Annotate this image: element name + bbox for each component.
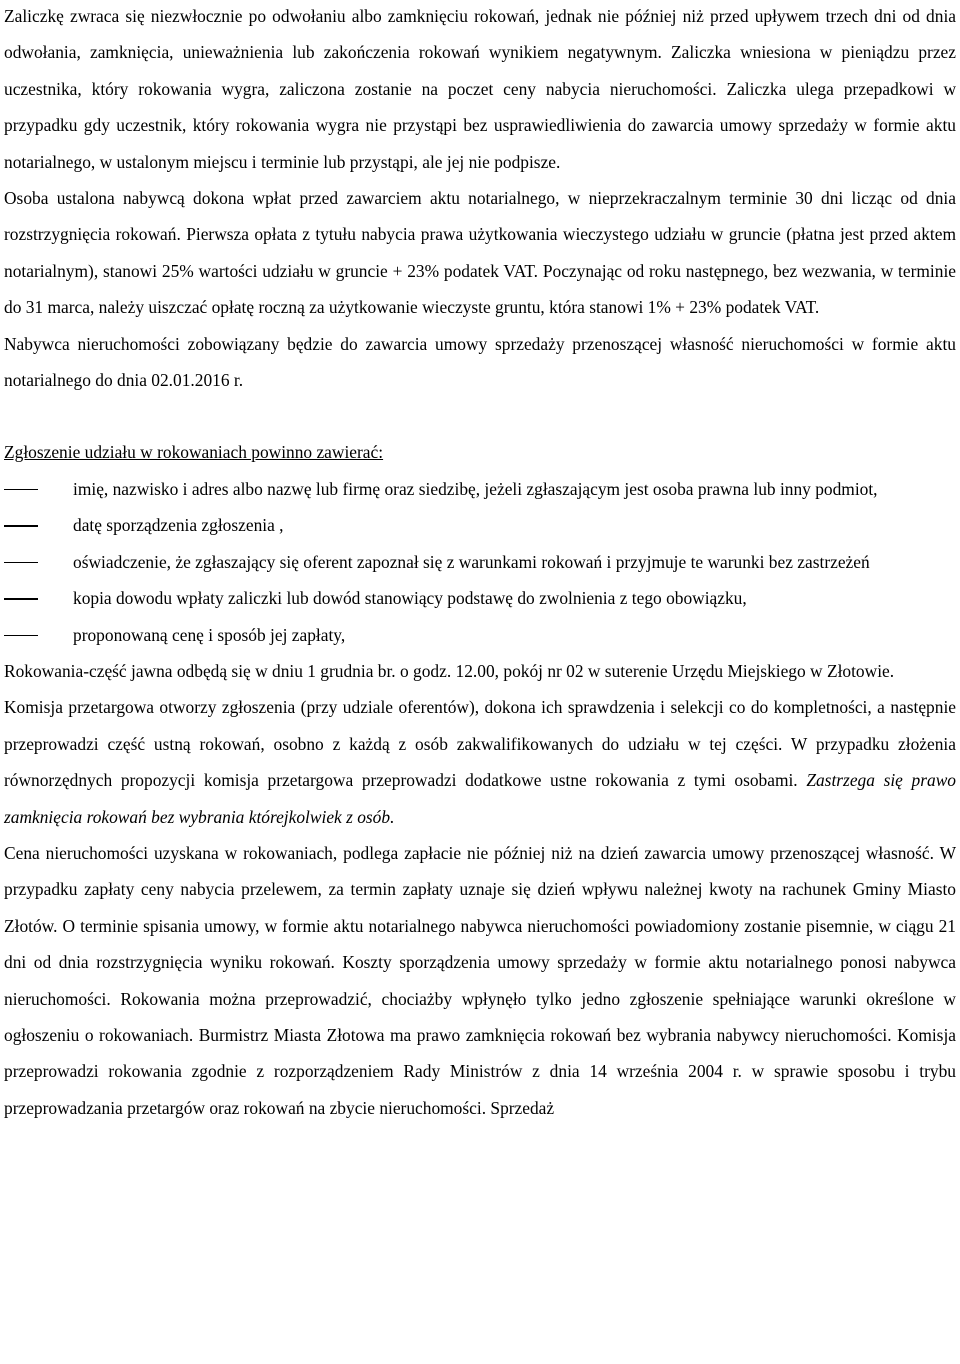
dash-bullet-icon xyxy=(4,525,38,527)
dash-bullet-icon xyxy=(4,562,38,564)
paragraph-cena: Cena nieruchomości uzyskana w rokowaniach, podlega zapłacie nie później niż na dzień zawarcia umowy przenoszącej własność. W przypadku zapłaty ceny nabycia przelewem, za termin zapłaty uznaje się dzień wpływu należnej kwoty na rachunek Gminy Miasto Złotów. O terminie spisania umowy, w formie aktu notarialnego nabywca nieruchomości powiadomiony zostanie pisemnie, w ciągu 21 dni od dnia rozstrzygnięcia wyniku rokowań. Koszty sporządzenia umowy sprzedaży w formie aktu notarialnego ponosi nabywca nieruchomości. Rokowania można przeprowadzić, chociażby wpłynęło tylko jedno zgłoszenie spełniające warunki określone w ogłoszeniu o rokowaniach. Burmistrz Miasta Złotowa ma prawo zamknięcia rokowań bez wybrania nabywcy nieruchomości. Komisja przeprowadzi rokowania zgodnie z rozporządzeniem Rady Ministrów z dnia 14 września 2004 r. w sprawie sposobu i trybu przeprowadzania przetargów oraz rokowań na zbycie nieruchomości. Sprzedaż xyxy=(4,842,956,1118)
list-item xyxy=(4,544,956,580)
list-item-text: kopia dowodu wpłaty zaliczki lub dowód stanowiący podstawę do zwolnienia z tego obowiązku, xyxy=(73,588,747,609)
paragraph-zaliczka: Zaliczkę zwraca się niezwłocznie po odwołaniu albo zamknięciu rokowań, jednak nie później niż przed upływem trzech dni od dnia odwołania, zamknięcia, unieważnienia lub zakończenia rokowań wynikiem negatywnym. Zaliczka wniesiona w pieniądzu przez uczestnika, który rokowania wygra, zaliczona zostanie na poczet ceny nabycia nieruchomości. Zaliczka ulega przepadkowi w przypadku gdy uczestnik, który rokowania wygra nie przystąpi bez usprawiedliwienia do zawarcia umowy sprzedaży w formie aktu notarialnego, w ustalonym miejscu i terminie lub przystąpi, ale jej nie podpisze. xyxy=(4,6,956,172)
paragraph-oplaty: Osoba ustalona nabywcą dokona wpłat przed zawarciem aktu notarialnego, w nieprzekraczalnym terminie 30 dni licząc od dnia rozstrzygnięcia rokowań. Pierwsza opłata z tytułu nabycia prawa użytkowania wieczystego udziału w gruncie (płatna jest przed aktem notarialnym), stanowi 25% wartości udziału w gruncie + 23% podatek VAT. Poczynając od roku następnego, bez wezwania, w terminie do 31 marca, należy uiszczać opłatę roczną za użytkowanie wieczyste gruntu, która stanowi 1% + 23% podatek VAT. xyxy=(4,188,956,318)
list-item xyxy=(4,617,956,653)
list-item-text: imię, nazwisko i adres albo nazwę lub firmę oraz siedzibę, jeżeli zgłaszającym jest osoba prawna lub inny podmiot, xyxy=(73,478,878,499)
paragraph-komisja xyxy=(4,689,956,835)
list-item xyxy=(4,507,956,543)
list-item-text: oświadczenie, że zgłaszający się oferent zapoznał się z warunkami rokowań i przyjmuje te warunki bez zastrzeżeń xyxy=(73,551,870,572)
list-item-text: datę sporządzenia zgłoszenia , xyxy=(73,515,284,536)
dash-bullet-icon xyxy=(4,598,38,600)
requirements-list xyxy=(4,471,956,653)
section-heading: Zgłoszenie udziału w rokowaniach powinno zawierać: xyxy=(4,442,384,463)
dash-bullet-icon xyxy=(4,489,38,491)
paragraph-nabywca: Nabywca nieruchomości zobowiązany będzie do zawarcia umowy sprzedaży przenoszącej własność nieruchomości w formie aktu notarialnego do dnia 02.01.2016 r. xyxy=(4,333,956,391)
document-page xyxy=(4,0,956,1126)
komisja-italic-text: Zastrzega się prawo zamknięcia rokowań bez wybrania którejkolwiek z osób. xyxy=(4,770,956,827)
komisja-text: Komisja przetargowa otworzy zgłoszenia (przy udziale oferentów), dokona ich sprawdzenia i selekcji co do kompletności, a następnie przeprowadzi część ustną rokowań, osobno z każdą z osób zakwalifikowanych do udziału w tej części. W przypadku złożenia równorzędnych propozycji komisja przetargowa przeprowadzi dodatkowe ustne rokowania z tymi osobami. xyxy=(4,697,956,791)
paragraph-rokowania-date: Rokowania-część jawna odbędą się w dniu 1 grudnia br. o godz. 12.00, pokój nr 02 w suterenie Urzędu Miejskiego w Złotowie. xyxy=(4,660,895,681)
list-item-text: proponowaną cenę i sposób jej zapłaty, xyxy=(73,624,346,645)
list-item xyxy=(4,580,956,616)
dash-bullet-icon xyxy=(4,635,38,637)
list-item xyxy=(4,471,956,507)
